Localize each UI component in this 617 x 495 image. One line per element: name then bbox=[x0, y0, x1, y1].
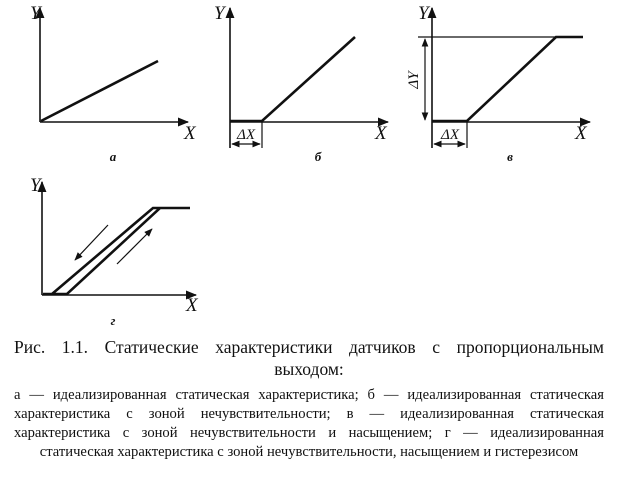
panel-c-y-label: Y bbox=[418, 3, 429, 24]
panel-c-saturation-label: ΔY bbox=[406, 71, 422, 89]
panel-d-letter: г bbox=[110, 313, 116, 328]
panel-b-characteristic bbox=[230, 37, 355, 121]
panel-b-dead-zone-label: ΔX bbox=[237, 127, 255, 143]
panel-d-hysteresis-loop bbox=[43, 208, 190, 294]
panel-b-x-label: X bbox=[375, 123, 387, 144]
panel-d-x-label: X bbox=[186, 295, 198, 316]
panel-c bbox=[406, 3, 590, 164]
caption-legend: а — идеализированная статическая характеристика; б — идеализированная статическая характеристика с зоной нечувствительности; в — идеализированная статическая характеристика с зоной нечувствительности и насыщением; г — идеализированная статическая характеристика с зоной нечувствительности, насыщением и гистерезисом bbox=[14, 387, 604, 460]
panel-a-x-label: X bbox=[184, 123, 196, 144]
panel-a-letter: а bbox=[109, 149, 117, 164]
panel-c-x-label: X bbox=[575, 123, 587, 144]
panel-a bbox=[30, 3, 197, 164]
panel-c-characteristic bbox=[432, 37, 583, 121]
panel-d-decreasing-arrow bbox=[75, 225, 108, 260]
panel-b-y-label: Y bbox=[214, 3, 225, 24]
panel-d bbox=[30, 175, 199, 328]
figure-caption bbox=[14, 336, 604, 462]
panel-b-letter: б bbox=[314, 149, 322, 164]
panel-b bbox=[214, 3, 388, 164]
panel-a-characteristic bbox=[41, 61, 158, 121]
panel-c-letter: в bbox=[507, 149, 513, 164]
panel-a-y-label: Y bbox=[30, 3, 41, 24]
panel-d-y-label: Y bbox=[30, 175, 41, 196]
caption-title: Рис. 1.1. Статические характеристики датчиков с пропорциональным выходом: bbox=[14, 337, 604, 379]
panel-c-dead-zone-label: ΔX bbox=[441, 127, 459, 143]
